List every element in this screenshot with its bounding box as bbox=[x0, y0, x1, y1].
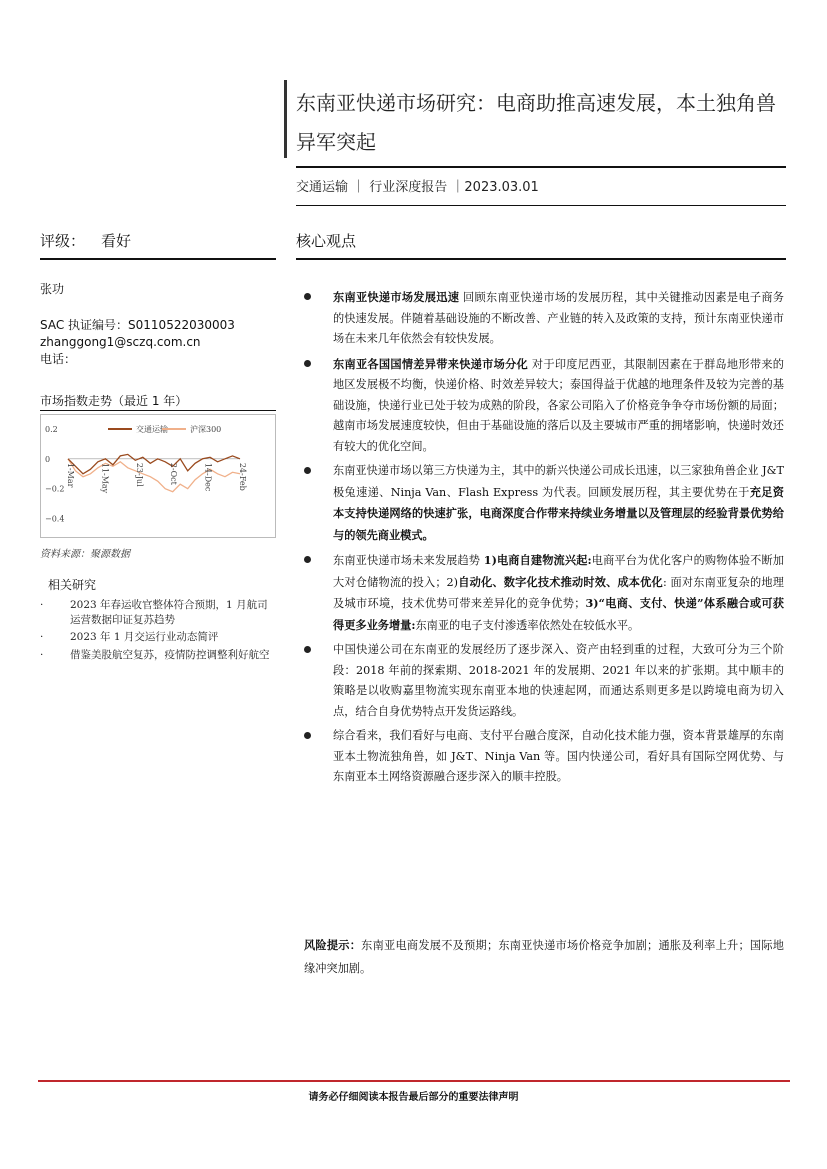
x-tick-label: 14-Dec bbox=[203, 462, 213, 492]
analyst-email: zhanggong1@sczq.com.cn bbox=[40, 335, 201, 349]
x-tick-label: 23-Jul bbox=[134, 462, 144, 487]
legend-label-transport: 交通运输 bbox=[136, 425, 168, 434]
report-title: 东南亚快递市场研究：电商助推高速发展，本土独角兽异军突起 bbox=[296, 91, 776, 154]
bullet-point: 东南亚各国国情差异带来快递市场分化 对于印度尼西亚，其限制因素在于群岛地形带来的地区发展极不均衡，快递价格、时效差异较大；泰国得益于优越的地理条件及较为完善的基础设施，快递行业已处于较为成熟的阶段，各家公司陷入了价格竞争争夺市场份额的局面；越南市场发展速度较快，但由于基础设施的落后以及主要城市严重的拥堵影响，快递时效还有较大的优化空间。 bbox=[300, 354, 784, 458]
bullet-point: 东南亚快递市场以第三方快递为主，其中的新兴快递公司成长迅速，以三家独角兽企业 J&T 极兔速递、Ninja Van、Flash Express 为代表。回顾发展历程，其主要优势在于充足资本支持快递网络的快速扩张，电商深度合作带来持续业务增量以及管理层的经验背景优势给与的领先商业模式。 bbox=[300, 461, 784, 546]
chart-source: 资料来源：聚源数据 bbox=[40, 549, 130, 560]
y-tick-label: 0.2 bbox=[45, 424, 58, 434]
x-tick-label: 2-Oct bbox=[169, 462, 179, 485]
title-divider bbox=[296, 166, 786, 168]
analyst-name: 张功 bbox=[40, 282, 65, 296]
y-tick-label: −0.2 bbox=[45, 484, 65, 494]
risk-text: 东南亚电商发展不及预期；东南亚快递市场价格竞争加剧；通胀及利率上升；国际地缘冲突加剧。 bbox=[304, 939, 784, 975]
analyst-contact bbox=[40, 317, 235, 368]
related-item[interactable]: · 2023 年春运收官整体符合预期，1 月航司运营数据印证复苏趋势 bbox=[40, 599, 268, 626]
x-tick-label: 1-Mar bbox=[66, 462, 75, 488]
risk-label: 风险提示： bbox=[304, 938, 362, 952]
bullet-point: 东南亚快递市场发展迅速 回顾东南亚快递市场的发展历程，其中关键推动因素是电子商务的快速发展。伴随着基础设施的不断改善、产业链的转入及政策的支持，预计东南亚快递市场在未来几年依然会有较快发展。 bbox=[300, 287, 784, 350]
core-heading: 核心观点 bbox=[296, 232, 357, 250]
y-tick-label: 0 bbox=[45, 454, 51, 464]
sac-number: SAC 执证编号：S0110522030003 bbox=[40, 318, 235, 332]
bullet-point: 东南亚快递市场未来发展趋势 1)电商自建物流兴起:电商平台为优化客户的购物体验不断加大对仓储物流的投入；2)自动化、数字化技术推动时效、成本优化: 面对东南亚复杂的地理及城市环境，技术优势可带来差异化的竞争优势；3)“电商、支付、快递”体系融合或可获得更多业务增量:东南亚的电子支付渗透率依然处在较低水平。 bbox=[300, 550, 784, 636]
chart-divider bbox=[40, 410, 276, 411]
subtitle-divider bbox=[296, 205, 786, 206]
related-item[interactable]: · 借鉴美股航空复苏，疫情防控调整利好航空 bbox=[40, 648, 270, 661]
core-bullets bbox=[300, 287, 784, 792]
bullet-point: 综合看来，我们看好与电商、支付平台融合度深，自动化技术能力强，资本背景雄厚的东南亚本土物流独角兽，如 J&T、Ninja Van 等。国内快递公司，看好具有国际空网优势、与东南亚本土网络资源融合逐步深入的顺丰控股。 bbox=[300, 726, 784, 788]
rating bbox=[40, 230, 131, 251]
legal-notice: 请务必仔细阅读本报告最后部分的重要法律声明 bbox=[308, 1092, 519, 1103]
bullet-point: 中国快递公司在东南亚的发展经历了逐步深入、资产由轻到重的过程，大致可分为三个阶段：2018 年前的探索期、2018-2021 年的发展期、2021 年以来的扩张期。其中顺丰的策略是以收购嘉里物流实现东南亚本地的快速起网，而通达系则更多是以跨境电商为切入点，结合自身优势特点开发货运路线。 bbox=[300, 640, 784, 722]
footer-divider bbox=[38, 1080, 790, 1082]
rating-label: 评级： bbox=[40, 232, 86, 250]
chart-title: 市场指数走势（最近 1 年） bbox=[40, 394, 188, 408]
related-heading: 相关研究 bbox=[48, 578, 97, 592]
right-divider bbox=[296, 258, 786, 260]
report-subtitle: 交通运输 ｜ 行业深度报告 ｜2023.03.01 bbox=[296, 180, 539, 195]
rating-value: 看好 bbox=[101, 232, 132, 250]
x-tick-label: 11-May bbox=[100, 462, 110, 494]
y-tick-label: −0.4 bbox=[45, 514, 65, 524]
related-item[interactable]: · 2023 年 1 月交运行业动态简评 bbox=[40, 631, 219, 643]
analyst-phone: 电话： bbox=[40, 352, 77, 366]
related-research-list bbox=[40, 598, 276, 665]
x-tick-label: 24-Feb bbox=[238, 462, 247, 491]
left-divider bbox=[40, 258, 276, 260]
index-chart bbox=[40, 414, 276, 538]
title-accent-bar bbox=[284, 80, 287, 158]
risk-warning bbox=[304, 934, 784, 980]
legend-label-hs300: 沪深300 bbox=[190, 425, 222, 434]
